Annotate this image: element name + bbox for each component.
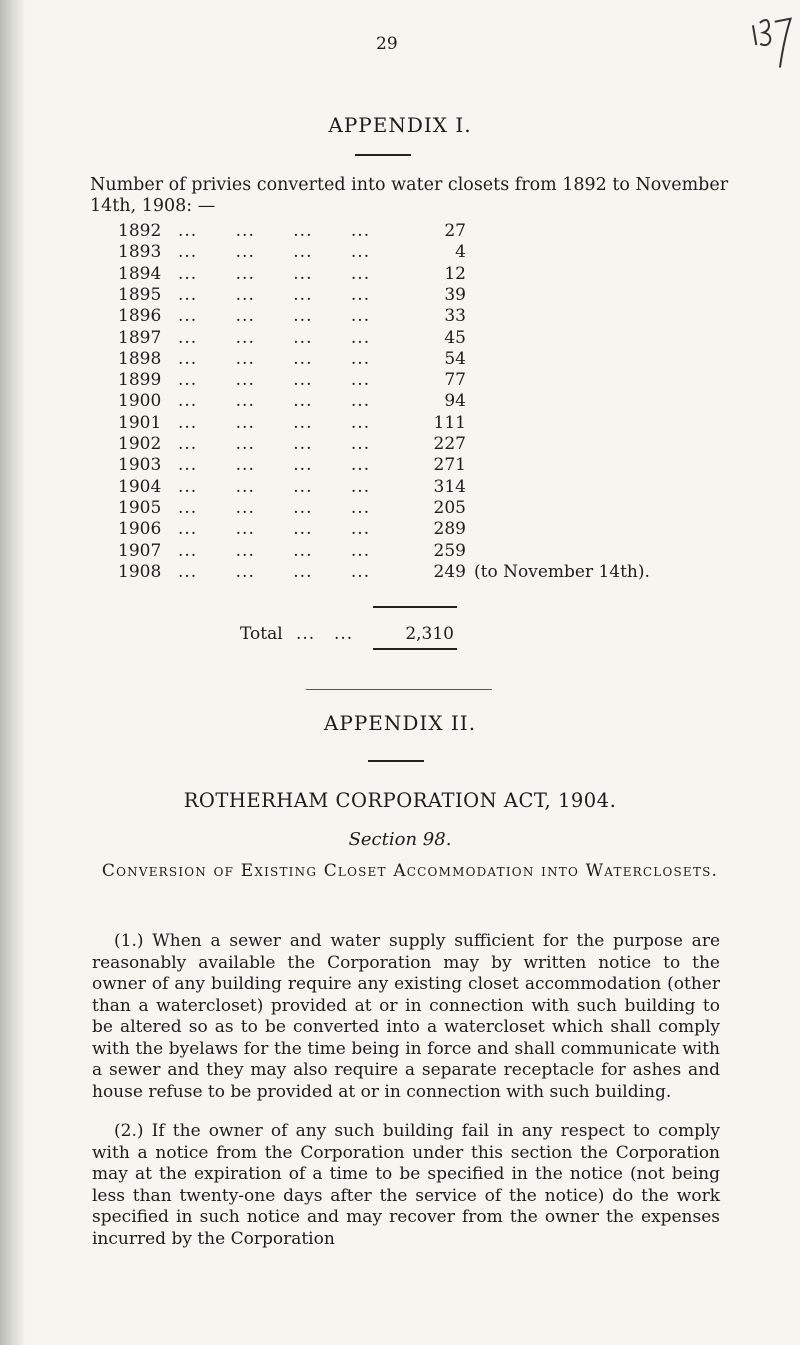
table-row — [118, 328, 718, 349]
row-note: (to November 14th). — [474, 561, 650, 582]
table-row — [118, 391, 718, 412]
row-value: 77 — [444, 370, 466, 391]
row-leader-dots: ... ... ... ... — [178, 263, 371, 284]
paragraph-2: (2.) If the owner of any such building fail in any respect to comply with a notice from the Corporation under this section the Corporation may at the expiration of a time to be specified in the notice (not being less than twenty-one days after the service of the notice) do the work specified in such notice and may recover from the owner the expenses incurred by the Corporation — [92, 1121, 720, 1249]
table-row — [118, 477, 718, 498]
row-leader-dots: ... ... ... ... — [178, 476, 371, 497]
row-leader-dots: ... ... ... ... — [178, 306, 371, 327]
row-value: 27 — [444, 221, 466, 241]
page-edge-shadow — [0, 0, 26, 1345]
total-rule-bottom — [373, 648, 457, 650]
row-leader-dots: ... ... ... ... — [178, 455, 371, 476]
row-value: 94 — [444, 391, 466, 412]
table-row — [118, 370, 718, 391]
row-year: 1900 — [118, 391, 162, 412]
row-year: 1907 — [118, 540, 162, 561]
row-value: 54 — [444, 348, 466, 369]
row-leader-dots: ... ... ... ... — [178, 221, 371, 241]
row-leader-dots: ... ... ... ... — [178, 412, 371, 433]
row-year: 1906 — [118, 519, 162, 540]
table-row — [118, 221, 718, 242]
section-divider — [306, 689, 492, 690]
table-row — [118, 519, 718, 540]
handwritten-mark-drawing — [746, 8, 798, 71]
table-row — [118, 242, 718, 263]
row-year: 1908 — [118, 561, 162, 582]
act-title: ROTHERHAM CORPORATION ACT, 1904. — [183, 789, 617, 812]
row-year: 1903 — [118, 455, 162, 476]
appendix-1-heading: APPENDIX I. — [328, 113, 472, 137]
row-year: 1899 — [118, 370, 162, 391]
row-value: 205 — [433, 497, 466, 518]
row-leader-dots: ... ... ... ... — [178, 434, 371, 454]
table-row — [118, 413, 718, 434]
row-year: 1895 — [118, 284, 162, 305]
row-year: 1905 — [118, 497, 162, 518]
row-value: 33 — [444, 306, 466, 327]
row-leader-dots: ... ... ... ... — [178, 561, 371, 582]
table-row — [118, 349, 718, 370]
row-value: 289 — [433, 519, 466, 540]
row-year: 1894 — [118, 263, 162, 284]
row-value: 259 — [433, 540, 466, 561]
paragraph-1: (1.) When a sewer and water supply sufficient for the purpose are reasonably available the Corporation may by written notice to the owner of any building require any existing closet accommodation (other than a watercloset) provided at or in connection with such building to be altered so as to be converted into a watercloset which shall comply with the byelaws for the time being in force and shall communicate with a sewer and they may also require a separate receptacle for ashes and house refuse to be provided at or in connection with such building. — [92, 931, 720, 1102]
appendix-1-intro: Number of privies converted into water closets from 1892 to November 14th, 1908: — — [90, 175, 729, 216]
total-value: 2,310 — [405, 624, 454, 644]
row-value: 271 — [433, 455, 466, 476]
appendix-2-heading: APPENDIX II. — [323, 711, 477, 735]
table-row — [118, 455, 718, 476]
row-year: 1892 — [118, 221, 162, 241]
row-leader-dots: ... ... ... ... — [178, 242, 371, 263]
section-number: Section 98. — [348, 829, 452, 850]
heading-underline-2 — [368, 760, 424, 762]
row-year: 1898 — [118, 348, 162, 369]
row-year: 1893 — [118, 242, 162, 263]
row-leader-dots: ... ... ... ... — [178, 370, 371, 391]
table-row — [118, 562, 718, 583]
row-leader-dots: ... ... ... ... — [178, 284, 371, 305]
row-value: 39 — [444, 284, 466, 305]
handwritten-page-mark — [746, 8, 798, 71]
table-row — [118, 306, 718, 327]
row-leader-dots: ... ... ... ... — [178, 497, 371, 518]
row-year: 1901 — [118, 412, 162, 433]
table-row — [118, 434, 718, 455]
row-value: 4 — [455, 242, 466, 263]
total-leader-dots-2: ... — [334, 624, 354, 644]
total-leader-dots: ... — [296, 624, 316, 644]
row-leader-dots: ... ... ... ... — [178, 348, 371, 369]
row-year: 1902 — [118, 434, 162, 454]
row-value: 227 — [433, 434, 466, 454]
table-row — [118, 498, 718, 519]
row-value: 45 — [444, 327, 466, 348]
row-value: 111 — [433, 412, 466, 433]
page-number: 29 — [376, 34, 398, 54]
row-value: 249 — [433, 561, 466, 582]
row-year: 1904 — [118, 476, 162, 497]
section-subtitle: Conversion of Existing Closet Accommodation into Waterclosets. — [101, 861, 719, 881]
table-row — [118, 264, 718, 285]
row-leader-dots: ... ... ... ... — [178, 519, 371, 540]
table-row — [118, 541, 718, 562]
table-row — [118, 285, 718, 306]
row-year: 1896 — [118, 306, 162, 327]
row-leader-dots: ... ... ... ... — [178, 540, 371, 561]
row-value: 12 — [444, 263, 466, 284]
total-label: Total — [240, 624, 283, 644]
row-leader-dots: ... ... ... ... — [178, 391, 371, 412]
row-value: 314 — [433, 476, 466, 497]
total-rule-top — [373, 606, 457, 608]
row-leader-dots: ... ... ... ... — [178, 327, 371, 348]
heading-underline — [355, 154, 411, 156]
row-year: 1897 — [118, 327, 162, 348]
